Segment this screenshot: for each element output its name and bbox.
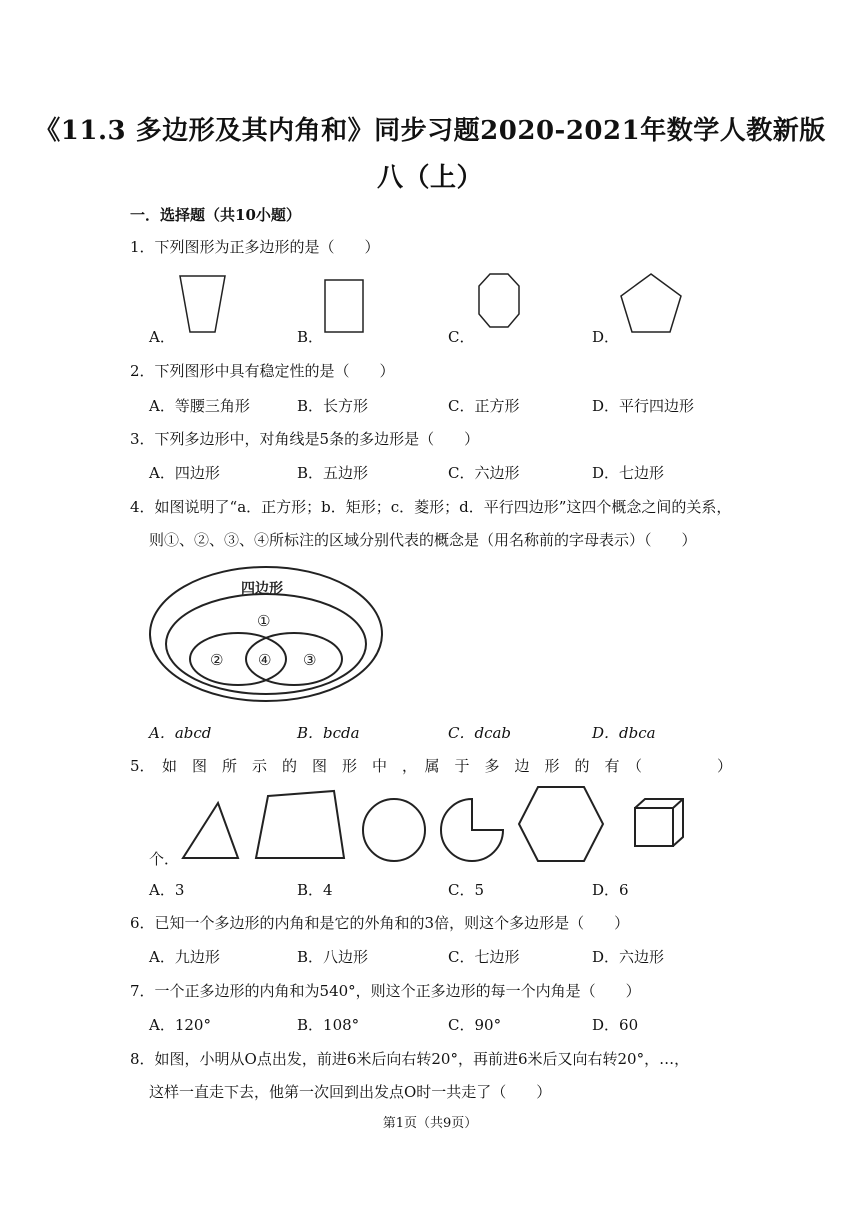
question-1-stem: 1．下列图形为正多边形的是（ ） — [130, 238, 380, 256]
question-1-option-c: C． — [448, 328, 475, 346]
question-5-stem: 5． 如 图 所 示 的 图 形 中 ， 属 于 多 边 形 的 有 （ ） — [130, 757, 733, 775]
venn-region-1: ① — [257, 612, 271, 630]
circle-figure — [360, 796, 428, 864]
question-7-stem: 7．一个正多边形的内角和为540°，则这个正多边形的每一个内角是（ ） — [130, 982, 641, 1000]
section-heading: 一．选择题（共10小题） — [130, 206, 301, 224]
question-3-stem: 3．下列多边形中，对角线是5条的多边形是（ ） — [130, 430, 480, 448]
question-8-stem-line1: 8．如图，小明从O点出发，前进6米后向右转20°，再前进6米后又向右转20°，…， — [130, 1050, 690, 1068]
question-2-option-b: B．长方形 — [297, 397, 369, 415]
question-6-stem: 6．已知一个多边形的内角和是它的外角和的3倍，则这个多边形是（ ） — [130, 914, 630, 932]
question-1-option-a: A． — [149, 328, 175, 346]
question-2-option-a: A．等腰三角形 — [149, 397, 250, 415]
quadrilateral-venn-diagram — [148, 564, 384, 704]
question-3-option-a: A．四边形 — [149, 464, 220, 482]
triangle-figure — [178, 800, 242, 862]
question-2-option-d: D．平行四边形 — [592, 397, 695, 415]
question-3-option-b: B．五边形 — [297, 464, 369, 482]
venn-region-2: ② — [210, 651, 224, 669]
question-5-option-d: D．6 — [592, 881, 629, 899]
sector-figure — [438, 796, 506, 864]
question-3-option-c: C．六边形 — [448, 464, 520, 482]
question-4-stem-line2: 则①、②、③、④所标注的区域分别代表的概念是（用名称前的字母表示）（ ） — [149, 531, 697, 549]
question-4-option-b: B．bcda — [297, 724, 360, 742]
venn-outer-label: 四边形 — [241, 580, 283, 596]
question-4-option-d: D．dbca — [592, 724, 656, 742]
hexagon-figure — [516, 784, 606, 864]
question-4-option-a: A．abcd — [149, 724, 212, 742]
page-title-line1: 《11.3 多边形及其内角和》同步习题2020-2021年数学人教新版 — [34, 116, 826, 146]
cube-figure — [632, 796, 688, 852]
question-8-stem-line2: 这样一直走下去，他第一次回到出发点O时一共走了（ ） — [149, 1083, 552, 1101]
question-5-stem-tail: 个． — [149, 850, 180, 868]
question-7-option-a: A．120° — [149, 1016, 211, 1034]
question-7-option-d: D．60 — [592, 1016, 639, 1034]
question-6-option-b: B．八边形 — [297, 948, 369, 966]
octagon-figure — [476, 272, 522, 330]
question-6-option-c: C．七边形 — [448, 948, 520, 966]
question-2-option-c: C．正方形 — [448, 397, 520, 415]
rectangle-figure — [322, 278, 366, 336]
question-3-option-d: D．七边形 — [592, 464, 665, 482]
question-5-option-b: B．4 — [297, 881, 333, 899]
question-5-option-a: A．3 — [149, 881, 185, 899]
question-1-option-b: B． — [297, 328, 324, 346]
question-7-option-b: B．108° — [297, 1016, 360, 1034]
quadrilateral-figure — [252, 788, 348, 862]
pentagon-figure — [618, 272, 684, 336]
question-5-option-c: C．5 — [448, 881, 485, 899]
question-2-stem: 2．下列图形中具有稳定性的是（ ） — [130, 362, 395, 380]
question-1-option-d: D． — [592, 328, 620, 346]
question-6-option-d: D．六边形 — [592, 948, 665, 966]
question-7-option-c: C．90° — [448, 1016, 502, 1034]
venn-region-4: ④ — [258, 651, 272, 669]
venn-region-3: ③ — [303, 651, 317, 669]
question-4-option-c: C．dcab — [448, 724, 512, 742]
question-6-option-a: A．九边形 — [149, 948, 220, 966]
question-4-stem-line1: 4．如图说明了“a．正方形；b．矩形；c．菱形；d．平行四边形”这四个概念之间的关系， — [130, 498, 732, 516]
trapezoid-figure — [178, 272, 228, 336]
page-title-line2: 八（上） — [376, 163, 483, 193]
page-footer: 第1页（共9页） — [382, 1116, 478, 1131]
